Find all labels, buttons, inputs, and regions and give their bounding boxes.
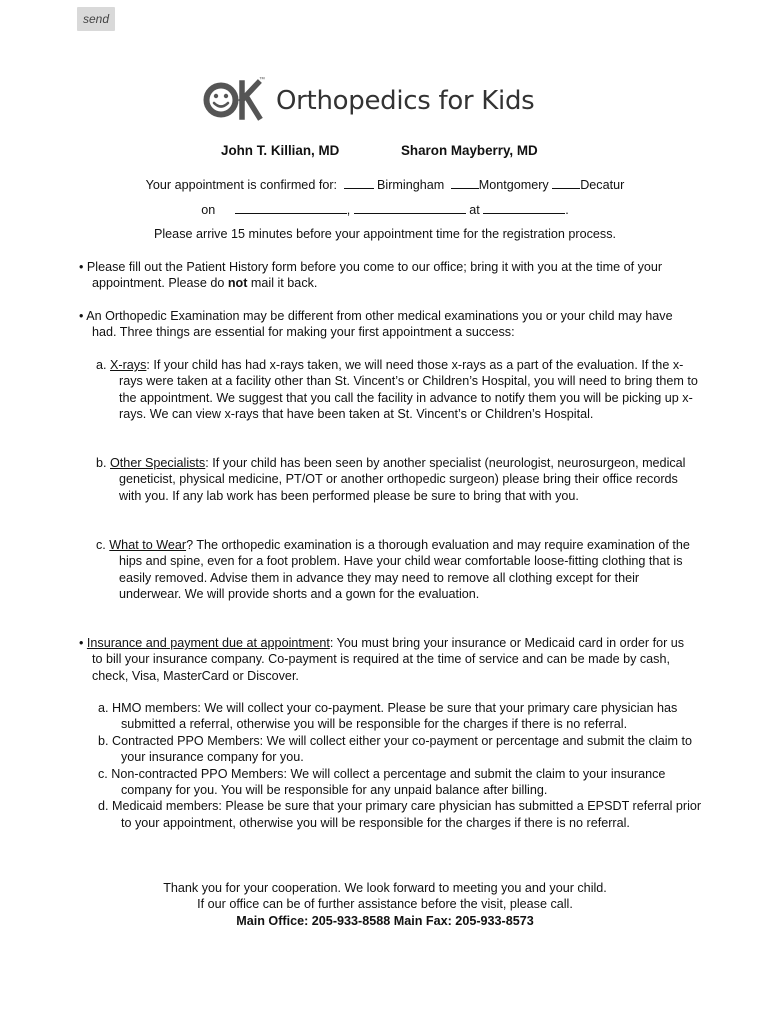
location-blank[interactable] (552, 177, 580, 189)
insurance-item-non-ppo: c. Non-contracted PPO Members: We will collect a percentage and submit the claim to your insurance company for you. You will be responsible for any unpaid balance after billing. (98, 766, 666, 798)
bullet-title: Insurance and payment due at appointment (86, 636, 330, 650)
doctor-name: John T. Killian, MD (221, 143, 340, 158)
location-option: Decatur (580, 178, 625, 192)
bullet-text: • An Orthopedic Examination may be different from other medical examinations you or your child may have had. Three things are essential for making your first appointment a success: (79, 309, 673, 340)
item-title: What to Wear (109, 538, 187, 552)
exam-bullet (79, 308, 698, 341)
what-to-wear-item (96, 537, 703, 603)
item-marker: b. (96, 456, 111, 470)
bullet-text: : You must bring your insurance or Medicaid card in order for us to bill your insurance company. Co-payment is required at the time of service and can be made by cash, check, Visa, MasterCard or Discover. (92, 636, 685, 683)
item-marker: a. (96, 358, 111, 372)
logo (202, 66, 534, 122)
svg-text:™: ™ (259, 77, 265, 83)
logo-title: Orthopedics for Kids (276, 86, 535, 116)
item-title: Other Specialists (110, 456, 206, 470)
appointment-date-line: on , at . (201, 203, 569, 217)
confirmed-label: Your appointment is confirmed for: (145, 178, 338, 192)
send-button[interactable]: send (77, 7, 115, 31)
location-blank[interactable] (451, 177, 479, 189)
xrays-item (96, 357, 703, 423)
item-body: : If your child has had x-rays taken, we will need those x-rays as a part of the evaluation. If the x-rays were taken at a facility other than St. Vincent’s or Children’s Hospital, you will need to bring them to the appointment. We suggest that you call the facility in advance to notify them you will be picking up x-rays. We can view x-rays that have been taken at St. Vincent’s or Children’s Hospital. (119, 358, 698, 422)
closing-assistance: If our office can be of further assistance before the visit, please call. (197, 897, 573, 912)
insurance-item-ppo: b. Contracted PPO Members: We will collect either your co-payment or percentage and submit the claim to your insurance company for you. (98, 733, 693, 765)
item-body: ? The orthopedic examination is a thorough evaluation and may require examination of the hips and spine, even for a foot problem. Have your child wear comfortable loose-fitting clothing that is easily removed. Advise them in advance they may need to remove all clothing except for their underwear. We will provide shorts and a gown for the evaluation. (119, 538, 690, 602)
date-blank[interactable] (354, 202, 466, 214)
at-label: at (469, 203, 480, 217)
bullet-marker: • (79, 636, 87, 650)
time-blank[interactable] (483, 202, 565, 214)
insurance-item-hmo: a. HMO members: We will collect your co-payment. Please be sure that your primary care physician has submitted a referral, otherwise you will be responsible for the charges if there is no referral. (98, 701, 678, 732)
insurance-items (98, 700, 703, 831)
insurance-item-medicaid: d. Medicaid members: Please be sure that your primary care physician has submitted a EPSDT referral prior to your appointment, otherwise you will be responsible for the charges if there is no referral. (98, 799, 702, 830)
insurance-bullet (79, 635, 698, 684)
date-blank[interactable] (235, 202, 347, 214)
appointment-location-line (0, 177, 770, 193)
item-title: X-rays (110, 358, 147, 372)
location-blank[interactable] (344, 177, 374, 189)
bullet-emphasis: not (227, 276, 248, 291)
other-specialists-item (96, 455, 703, 504)
item-body: : If your child has been seen by another specialist (neurologist, neurosurgeon, medical geneticist, physical medicine, PT/OT or another orthopedic surgeon) please bring their office records with you. If any lab work has been performed please be sure to bring that with you. (119, 456, 686, 503)
contact-numbers: Main Office: 205-933-8588 Main Fax: 205-933-8573 (236, 913, 534, 928)
bullet-text: mail it back. (247, 276, 318, 291)
ok-logo-mark (202, 72, 272, 122)
location-option: Montgomery (478, 178, 549, 192)
on-label: on (201, 203, 216, 217)
closing-section (0, 880, 770, 929)
closing-thanks: Thank you for your cooperation. We look forward to meeting you and your child. (163, 881, 607, 895)
arrive-note: Please arrive 15 minutes before your appointment time for the registration process. (153, 227, 616, 241)
doctor-name: Sharon Mayberry, MD (401, 143, 538, 158)
location-option: Birmingham (377, 178, 445, 192)
bullet-text: • Please fill out the Patient History form before you come to our office; bring it with you at the time of your appointment. Please do (79, 260, 663, 291)
item-marker: c. (96, 538, 110, 552)
patient-history-bullet (79, 259, 698, 292)
